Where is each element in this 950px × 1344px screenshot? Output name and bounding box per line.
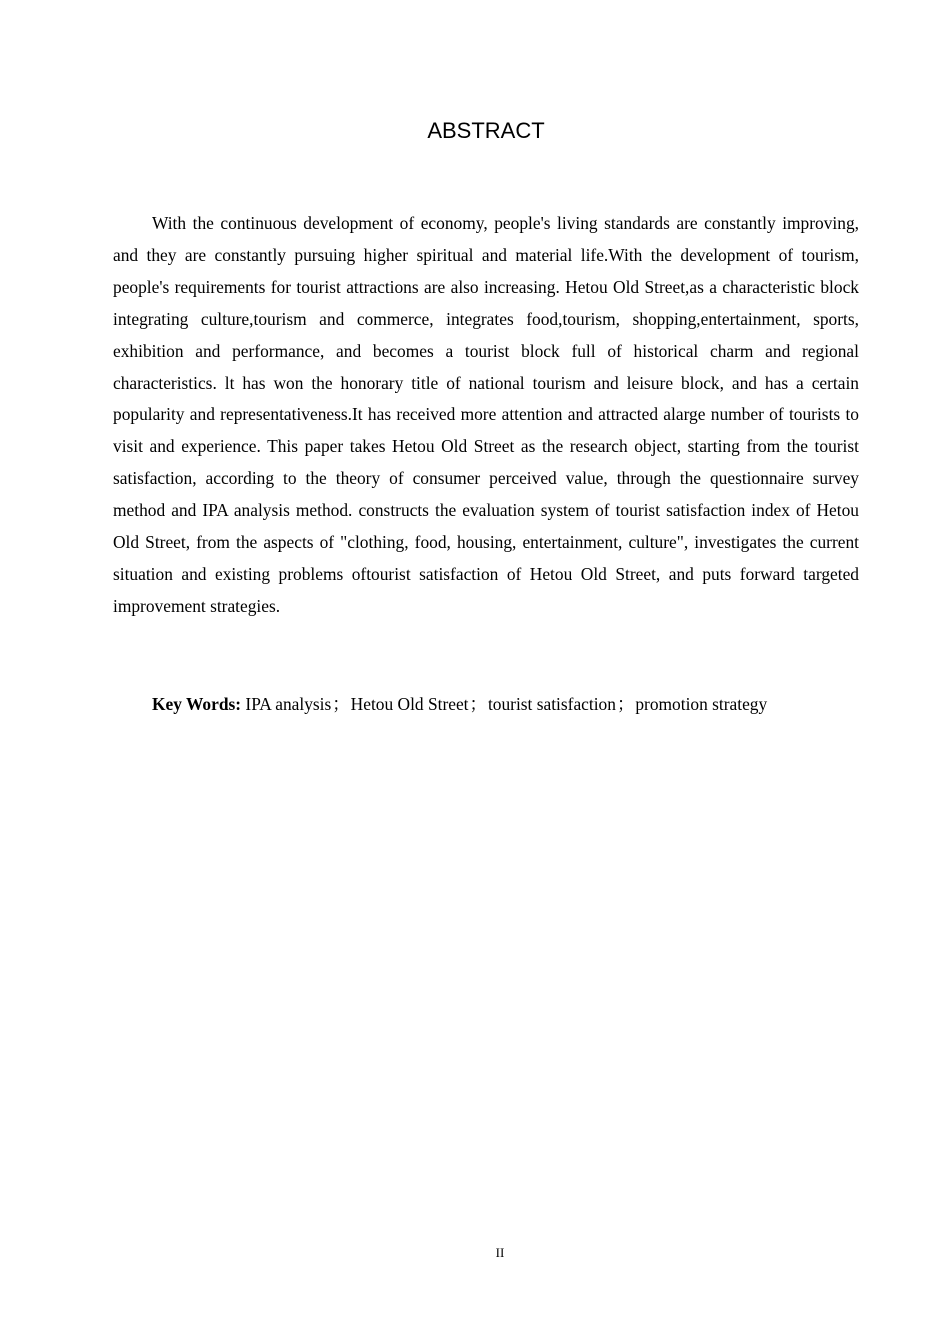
keyword-item: tourist satisfaction bbox=[487, 694, 616, 714]
keyword-separator: ； bbox=[469, 694, 487, 714]
keywords-line bbox=[113, 689, 859, 721]
keyword-item: IPA analysis bbox=[245, 694, 332, 714]
keyword-separator: ； bbox=[332, 694, 350, 714]
abstract-title: ABSTRACT bbox=[427, 118, 545, 143]
keyword-separator: ； bbox=[616, 694, 635, 714]
keyword-item: Hetou Old Street bbox=[350, 694, 469, 714]
keyword-item: promotion strategy bbox=[635, 694, 768, 714]
keywords-label: Key Words: bbox=[152, 694, 242, 714]
abstract-body: With the continuous development of economy, people's living standards are constantly improving, and they are constantly pursuing higher spiritual and material life.With the development of tourism, people's requirements for tourist attractions are also increasing. Hetou Old Street,as a characteristic block integrating culture,tourism and commerce, integrates food,tourism, shopping,entertainment, sports, exhibition and performance, and becomes a tourist block full of historical charm and regional characteristics. lt has won the honorary title of national tourism and leisure block, and has a certain popularity and representativeness.It has received more attention and attracted alarge number of tourists to visit and experience. This paper takes Hetou Old Street as the research object, starting from the tourist satisfaction, according to the theory of consumer perceived value, through the questionnaire survey method and IPA analysis method. constructs the evaluation system of tourist satisfaction index of Hetou Old Street, from the aspects of "clothing, food, housing, entertainment, culture", investigates the current situation and existing problems oftourist satisfaction of Hetou Old Street, and puts forward targeted improvement strategies. bbox=[113, 213, 859, 616]
page-number: II bbox=[495, 1245, 505, 1260]
